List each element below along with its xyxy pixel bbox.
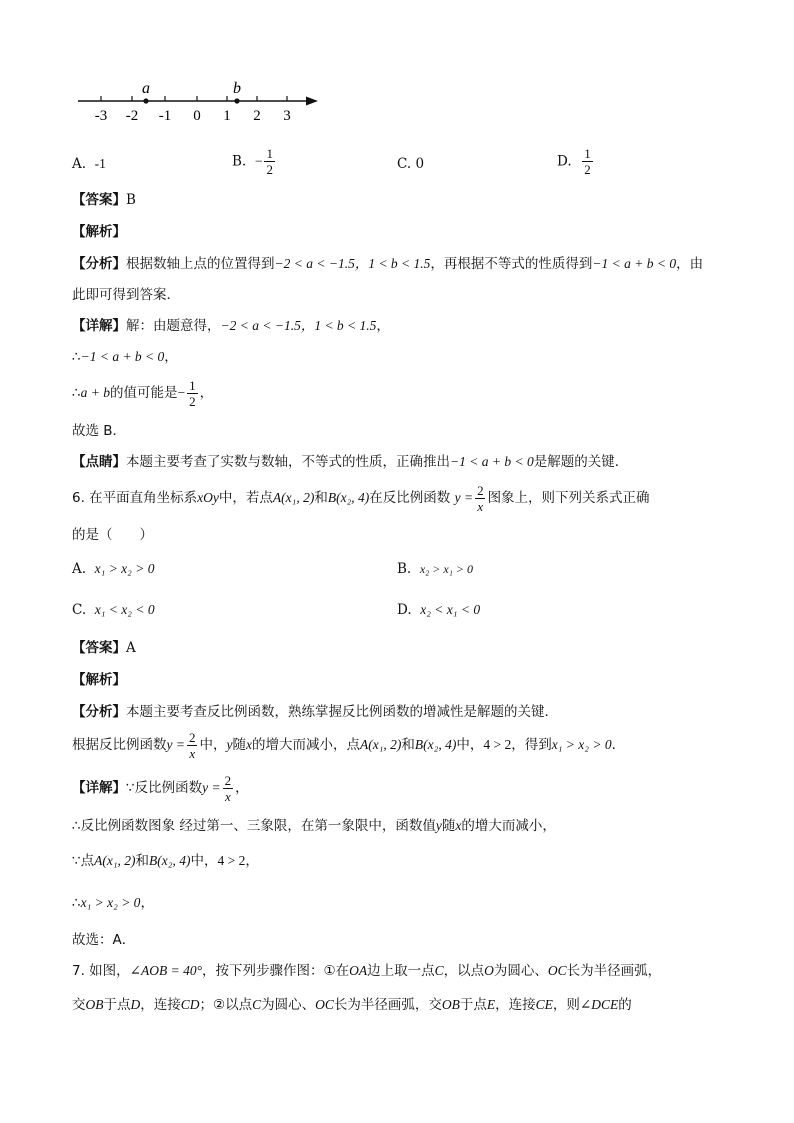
text: 在反比例函数 — [369, 490, 451, 506]
inequality: −1 < a + b < 0 — [592, 256, 677, 271]
q6-fenxi-line-2 — [72, 727, 625, 763]
option-label: D. — [557, 153, 572, 170]
q6-fenxi-line-1 — [72, 702, 558, 722]
segment: CD — [180, 997, 200, 1012]
tick-label: 1 — [223, 108, 231, 124]
inequality: 4 > 2 — [217, 853, 246, 868]
angle: ∠AOB = 40° — [129, 963, 202, 978]
q5-option-d[interactable] — [557, 146, 595, 177]
expression: a + b — [80, 385, 110, 400]
q5-option-b[interactable] — [232, 146, 277, 177]
segment: OA — [349, 963, 368, 978]
text: ，得到 — [511, 737, 552, 753]
sign: − — [177, 385, 186, 400]
point-b-label: b — [233, 80, 241, 97]
text: 本题主要考查反比例函数，熟练掌握反比例函数的增减性是解题的关键． — [126, 704, 558, 720]
fraction: $\frac{2}{x}$ — [224, 772, 232, 804]
point-a: A(x₁, 2) — [359, 737, 402, 752]
function-lhs: y = — [454, 490, 474, 505]
text: ，连接 — [495, 997, 536, 1013]
text: ，由 — [676, 256, 704, 272]
point-b: B(x₂, 4) — [414, 737, 457, 752]
text: ， — [235, 780, 249, 796]
analysis-tag: 【解析】 — [72, 224, 126, 240]
var: y — [435, 818, 442, 833]
comment-tag: 【点睛】 — [72, 454, 126, 470]
function-lhs: y = — [166, 737, 185, 752]
text: 和 — [135, 853, 150, 869]
text: 的是（ ） — [72, 527, 153, 543]
text: 为圆心、 — [493, 963, 548, 979]
segment: CE — [535, 997, 553, 1012]
detail-tag: 【详解】 — [72, 318, 126, 334]
option-value: -1 — [94, 156, 106, 171]
inequality: x₁ > x₂ > 0 — [551, 737, 612, 752]
text: ， — [245, 853, 259, 869]
option-label: A. — [72, 561, 87, 577]
fraction: $\frac{2}{x}$ — [477, 482, 484, 514]
option-value: x₁ < x₂ < 0 — [94, 602, 155, 617]
text: ， — [164, 349, 178, 365]
angle: ∠DCE — [579, 997, 619, 1012]
option-value: x₁ > x₂ > 0 — [94, 561, 155, 576]
text: 为圆心、 — [261, 997, 316, 1013]
q6-choose — [72, 930, 135, 950]
q5-answer — [72, 190, 136, 210]
segment: OC — [315, 997, 334, 1012]
var: y — [226, 737, 233, 752]
text: 随 — [441, 818, 456, 834]
point-b: B(x₂, 4) — [327, 490, 370, 505]
q6-stem-line-1 — [72, 480, 650, 516]
q6-detail-line-3 — [72, 851, 259, 871]
detail-tag: 【详解】 — [72, 780, 126, 796]
point-b-dot — [234, 98, 239, 103]
point-a-label: a — [142, 80, 150, 97]
therefore: ∴ — [72, 349, 81, 365]
text: ， — [199, 385, 214, 401]
text: 和 — [401, 737, 415, 753]
q6-stem-line-2 — [72, 525, 153, 545]
text: ， — [140, 895, 154, 911]
text: 7. 如图， — [72, 963, 130, 979]
tick-label: -3 — [94, 108, 108, 124]
text: ，则 — [552, 997, 580, 1013]
text: 边上取一点 — [367, 963, 435, 979]
fraction: $\frac{1}{2}$ — [584, 146, 591, 177]
inequality: −1 < a + b < 0 — [450, 454, 534, 469]
segment: OB — [441, 997, 460, 1012]
text: ；②以点 — [199, 997, 253, 1013]
tick-label: 0 — [193, 108, 201, 124]
point-a: A(x₁, 2) — [272, 490, 315, 505]
text: 本题主要考查了实数与数轴，不等式的性质，正确推出 — [126, 454, 450, 470]
text: ，按下列步骤作图：①在 — [201, 963, 350, 979]
point: E — [486, 997, 496, 1012]
therefore: ∴ — [72, 385, 81, 401]
text: 根据数轴上点的位置得到 — [126, 256, 275, 272]
q6-analysis-heading — [72, 670, 126, 690]
option-label: B. — [397, 561, 412, 577]
text: ，以点 — [443, 963, 485, 979]
text: 根据反比例函数 — [72, 737, 167, 753]
therefore: ∴ — [72, 895, 81, 911]
point-a: A(x₁, 2) — [94, 853, 136, 868]
q5-analysis-heading — [72, 222, 126, 242]
fenxi-tag: 【分析】 — [72, 704, 126, 720]
q6-detail-line-2 — [72, 816, 556, 836]
text: 图象上，则下列关系式正确 — [487, 490, 650, 506]
text: ， — [376, 318, 390, 334]
text: 于点 — [459, 997, 487, 1013]
tick-label: 2 — [253, 108, 261, 124]
inequality: 4 > 2 — [483, 737, 512, 752]
q6-option-a[interactable] — [72, 561, 154, 577]
point: D — [130, 997, 141, 1012]
option-label: A. — [72, 156, 87, 172]
text: 长为半径画弧， — [566, 963, 662, 979]
text: 于点 — [103, 997, 131, 1013]
fraction: $\frac{1}{2}$ — [266, 146, 273, 177]
fraction: $\frac{2}{x}$ — [188, 729, 196, 761]
q7-stem-line-2 — [72, 995, 632, 1015]
q5-fenxi-line-1 — [72, 254, 703, 274]
text: 6. 在平面直角坐标系 — [72, 490, 198, 506]
segment: OB — [85, 997, 104, 1012]
q5-option-a[interactable] — [72, 156, 106, 172]
function-lhs: y = — [202, 780, 221, 795]
text: ，连接 — [140, 997, 181, 1013]
q5-detail-line-1 — [72, 316, 390, 336]
text: 的增大而减小， — [461, 818, 556, 834]
point-b: B(x₂, 4) — [149, 853, 191, 868]
point: C — [252, 997, 262, 1012]
q6-detail-line-1 — [72, 770, 249, 806]
text: 中，若点 — [218, 490, 273, 506]
number-line-ticks — [101, 96, 287, 101]
number-line-arrow — [306, 97, 318, 106]
text: 交 — [72, 997, 86, 1013]
option-label: B. — [232, 153, 247, 170]
text: 的值可能是 — [109, 385, 178, 401]
text: 故选 B． — [72, 423, 127, 439]
inequality: x₁ > x₂ > 0 — [80, 895, 141, 910]
q6-option-b[interactable] — [397, 561, 473, 577]
text: 和 — [314, 490, 328, 506]
option-label: C. — [397, 156, 412, 172]
coord-system: xOy — [197, 490, 219, 505]
q5-detail-line-3 — [72, 376, 213, 410]
text: 长为半径画弧，交 — [333, 997, 442, 1013]
text: ∴反比例函数图象 经过第一、三象限，在第一象限中，函数值 — [72, 818, 436, 834]
option-value: x₂ < x₁ < 0 — [420, 602, 481, 617]
q7-stem-line-1 — [72, 961, 661, 981]
tick-label: -1 — [158, 108, 172, 124]
answer-tag: 【答案】 — [72, 192, 126, 208]
q5-comment — [72, 452, 628, 472]
answer-tag: 【答案】 — [72, 640, 126, 656]
q6-option-d[interactable] — [397, 602, 480, 618]
text: 的 — [618, 997, 632, 1013]
answer-value: A — [126, 640, 136, 656]
q6-option-c[interactable] — [72, 602, 155, 618]
text: 中， — [456, 737, 484, 753]
text: ． — [611, 737, 626, 753]
q6-answer — [72, 638, 136, 658]
text: 中， — [199, 737, 227, 753]
point: O — [484, 963, 494, 978]
text: 随 — [232, 737, 246, 753]
inequality: −1 < a + b < 0 — [80, 349, 165, 364]
q6-detail-line-4 — [72, 893, 154, 913]
point-a-dot — [143, 98, 148, 103]
text: ，再根据不等式的性质得到 — [430, 256, 593, 272]
q5-option-c[interactable] — [397, 156, 424, 172]
text: 此即可得到答案． — [72, 287, 180, 303]
analysis-tag: 【解析】 — [72, 672, 126, 688]
text: 解：由题意得， — [126, 318, 221, 334]
option-label: D. — [397, 602, 412, 618]
option-label: C. — [72, 602, 87, 618]
tick-label: -2 — [125, 108, 139, 124]
option-sign: − — [254, 153, 263, 169]
var: x — [245, 737, 252, 752]
tick-label: 3 — [283, 108, 291, 124]
text: ∵反比例函数 — [126, 780, 203, 796]
text: 是解题的关键． — [533, 454, 629, 470]
fenxi-tag: 【分析】 — [72, 256, 126, 272]
point: C — [434, 963, 444, 978]
segment: OC — [547, 963, 567, 978]
text: ∵点 — [72, 853, 95, 869]
text: 的增大而减小，点 — [251, 737, 360, 753]
option-value: x₂ > x₁ > 0 — [419, 562, 474, 576]
var: x — [455, 818, 462, 833]
inequality: −2 < a < −1.5，1 < b < 1.5 — [220, 318, 377, 333]
text: 中， — [190, 853, 218, 869]
number-line-figure — [70, 76, 330, 126]
text: 故选：A． — [72, 932, 136, 948]
fraction: $\frac{1}{2}$ — [189, 377, 196, 409]
inequality: −2 < a < −1.5，1 < b < 1.5 — [274, 256, 431, 271]
answer-value: B — [126, 192, 136, 208]
q5-detail-line-2 — [72, 347, 178, 367]
option-value: 0 — [415, 156, 425, 172]
q5-choose — [72, 421, 126, 441]
q5-fenxi-line-2 — [72, 285, 180, 305]
